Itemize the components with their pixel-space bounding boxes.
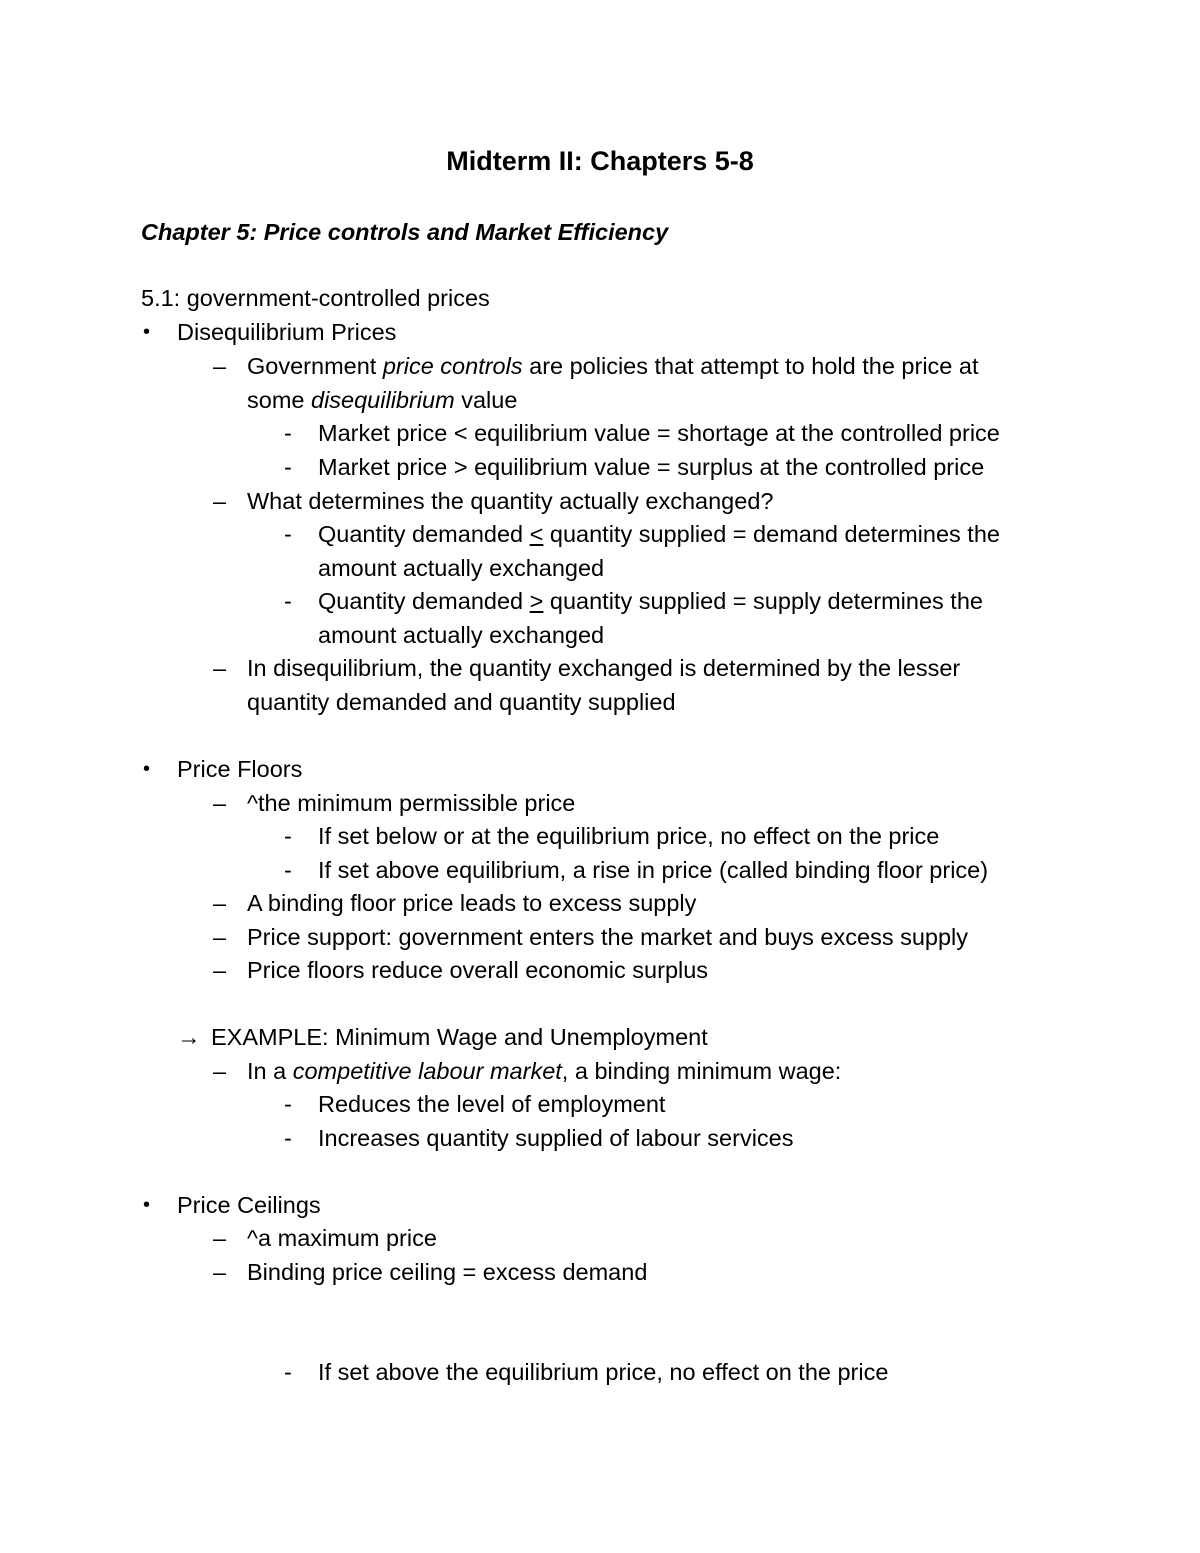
diseq-heading: Disequilibrium Prices <box>177 319 397 345</box>
diseq-sub-4: Quantity demanded > quantity supplied = supply determines the <box>318 588 983 614</box>
diseq-point-1-cont: some disequilibrium value <box>247 387 518 413</box>
bullet-marker: • <box>143 758 151 780</box>
small-dash-marker: - <box>284 420 292 446</box>
example-sub-2: Increases quantity supplied of labour services <box>318 1125 794 1151</box>
small-dash-marker: - <box>284 1091 292 1117</box>
floors-point-4: Price floors reduce overall economic surplus <box>247 957 709 983</box>
bullet-marker: • <box>143 321 151 343</box>
dash-marker: – <box>213 890 227 916</box>
section-heading: 5.1: government-controlled prices <box>141 285 490 311</box>
floors-point-1: ^the minimum permissible price <box>247 790 576 816</box>
ceilings-point-1: ^a maximum price <box>247 1225 437 1251</box>
example-point-1: In a competitive labour market, a binding minimum wage: <box>247 1058 842 1084</box>
chapter-heading: Chapter 5: Price controls and Market Efficiency <box>141 219 669 245</box>
floors-point-2: A binding floor price leads to excess supply <box>247 890 697 916</box>
diseq-sub-1: Market price < equilibrium value = shortage at the controlled price <box>318 420 1000 446</box>
diseq-sub-3-cont: amount actually exchanged <box>318 555 605 581</box>
dash-marker: – <box>213 353 227 379</box>
small-dash-marker: - <box>284 823 292 849</box>
small-dash-marker: - <box>284 857 292 883</box>
small-dash-marker: - <box>284 454 292 480</box>
example-sub-1: Reduces the level of employment <box>318 1091 666 1117</box>
diseq-point-2: What determines the quantity actually exchanged? <box>247 488 774 514</box>
diseq-point-3-cont: quantity demanded and quantity supplied <box>247 689 676 715</box>
dash-marker: – <box>213 488 227 514</box>
dash-marker: – <box>213 1058 227 1084</box>
diseq-sub-4-cont: amount actually exchanged <box>318 622 605 648</box>
dash-marker: – <box>213 957 227 983</box>
floors-sub-2: If set above equilibrium, a rise in price (called binding floor price) <box>318 857 989 883</box>
bullet-marker: • <box>143 1194 151 1216</box>
floors-sub-1: If set below or at the equilibrium price, no effect on the price <box>318 823 940 849</box>
small-dash-marker: - <box>284 1125 292 1151</box>
small-dash-marker: - <box>284 588 292 614</box>
diseq-sub-2: Market price > equilibrium value = surplus at the controlled price <box>318 454 985 480</box>
ceilings-heading: Price Ceilings <box>177 1192 321 1218</box>
example-heading: EXAMPLE: Minimum Wage and Unemployment <box>211 1024 708 1050</box>
diseq-point-1: Government price controls are policies that attempt to hold the price at <box>247 353 979 379</box>
document-title: Midterm II: Chapters 5-8 <box>446 146 754 176</box>
diseq-point-3: In disequilibrium, the quantity exchanged is determined by the lesser <box>247 655 961 681</box>
small-dash-marker: - <box>284 1359 292 1385</box>
diseq-sub-3: Quantity demanded < quantity supplied = demand determines the <box>318 521 1000 547</box>
dash-marker: – <box>213 1225 227 1251</box>
ceilings-sub-1: If set above the equilibrium price, no effect on the price <box>318 1359 889 1385</box>
dash-marker: – <box>213 924 227 950</box>
floors-heading: Price Floors <box>177 756 303 782</box>
dash-marker: – <box>213 655 227 681</box>
dash-marker: – <box>213 1259 227 1285</box>
arrow-icon: → <box>177 1024 201 1050</box>
dash-marker: – <box>213 790 227 816</box>
floors-point-3: Price support: government enters the market and buys excess supply <box>247 924 969 950</box>
small-dash-marker: - <box>284 521 292 547</box>
ceilings-point-2: Binding price ceiling = excess demand <box>247 1259 648 1285</box>
